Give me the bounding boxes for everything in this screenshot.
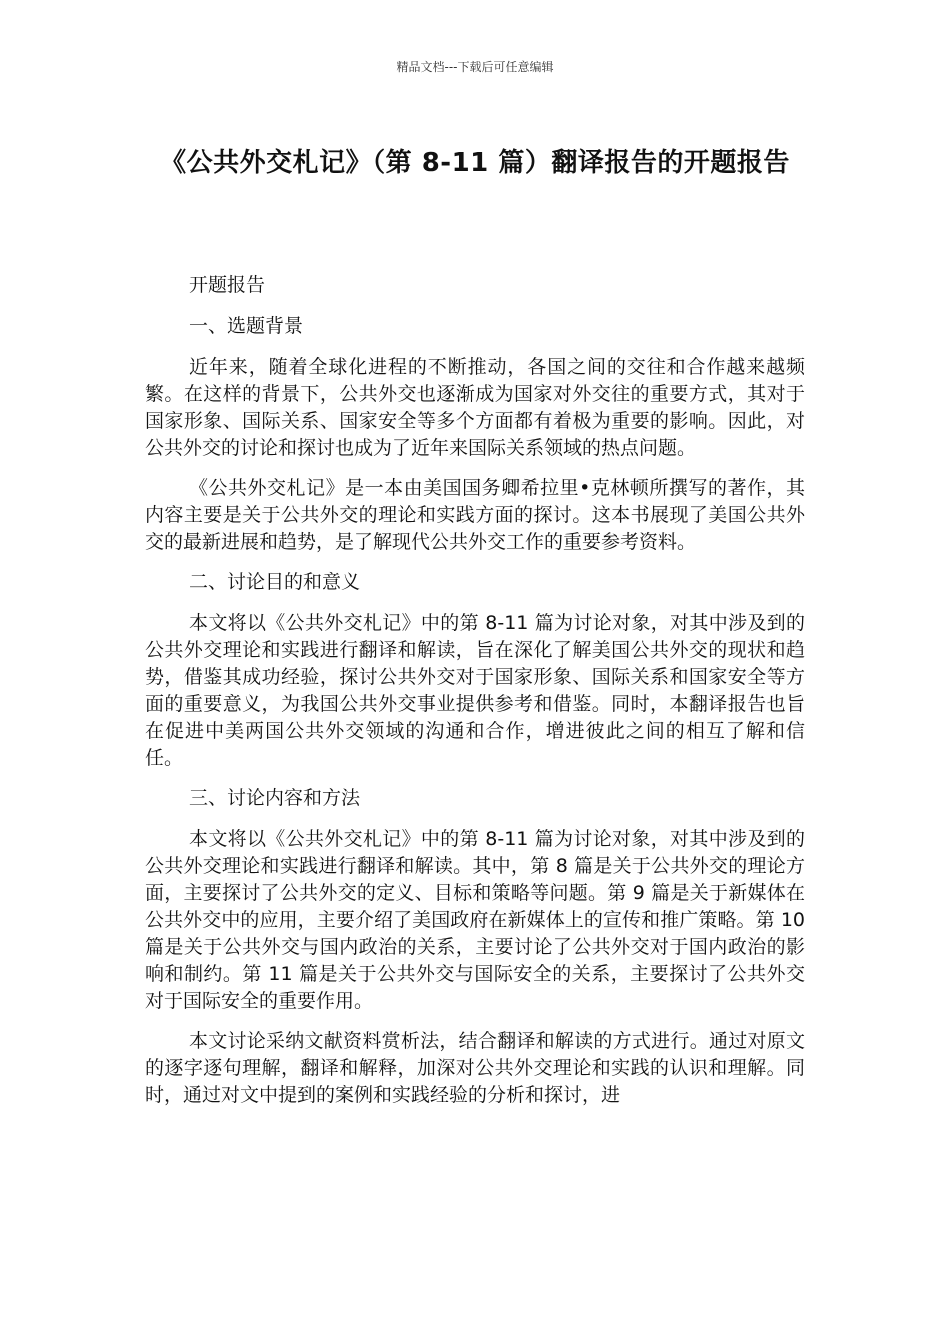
paragraph: 本文将以《公共外交札记》中的第 8-11 篇为讨论对象，对其中涉及到的公共外交理论和实践进行翻译和解读。其中，第 8 篇是关于公共外交的理论方面，主要探讨了公共外交的定义、目标和策略等问题。第 9 篇是关于新媒体在公共外交中的应用，主要介绍了美国政府在新媒体上的宣传和推广策略。第 10 篇是关于公共外交与国内政治的关系，主要讨论了公共外交对于国内政治的影响和制约。第 11 篇是关于公共外交与国际安全的关系，主要探讨了公共外交对于国际安全的重要作用。 bbox=[145, 828, 805, 1012]
section-heading-background: 一、选题背景 bbox=[189, 315, 304, 337]
report-label: 开题报告 bbox=[189, 274, 266, 296]
document-title: 《公共外交札记》（第 8-11 篇）翻译报告的开题报告 bbox=[160, 148, 790, 178]
paragraph: 本文讨论采纳文献资料赏析法，结合翻译和解读的方式进行。通过对原文的逐字逐句理解，翻译和解释，加深对公共外交理论和实践的认识和理解。同时，通过对文中提到的案例和实践经验的分析和探讨，进 bbox=[145, 1030, 805, 1106]
paragraph: 《公共外交札记》是一本由美国国务卿希拉里•克林顿所撰写的著作，其内容主要是关于公共外交的理论和实践方面的探讨。这本书展现了美国公共外交的最新进展和趋势，是了解现代公共外交工作的重要参考资料。 bbox=[145, 477, 805, 553]
document-body bbox=[145, 272, 805, 1122]
paragraph: 本文将以《公共外交札记》中的第 8-11 篇为讨论对象，对其中涉及到的公共外交理论和实践进行翻译和解读，旨在深化了解美国公共外交的现状和趋势，借鉴其成功经验，探讨公共外交对于国家形象、国际关系和国家安全等方面的重要意义，为我国公共外交事业提供参考和借鉴。同时，本翻译报告也旨在促进中美两国公共外交领域的沟通和合作，增进彼此之间的相互了解和信任。 bbox=[145, 612, 805, 769]
page-header-note: 精品文档---下载后可任意编辑 bbox=[396, 60, 554, 74]
paragraph: 近年来，随着全球化进程的不断推动，各国之间的交往和合作越来越频繁。在这样的背景下，公共外交也逐渐成为国家对外交往的重要方式，其对于国家形象、国际关系、国家安全等多个方面都有着极为重要的影响。因此，对公共外交的讨论和探讨也成为了近年来国际关系领域的热点问题。 bbox=[145, 356, 805, 459]
section-heading-purpose: 二、讨论目的和意义 bbox=[189, 571, 361, 593]
section-heading-content-method: 三、讨论内容和方法 bbox=[189, 787, 361, 809]
